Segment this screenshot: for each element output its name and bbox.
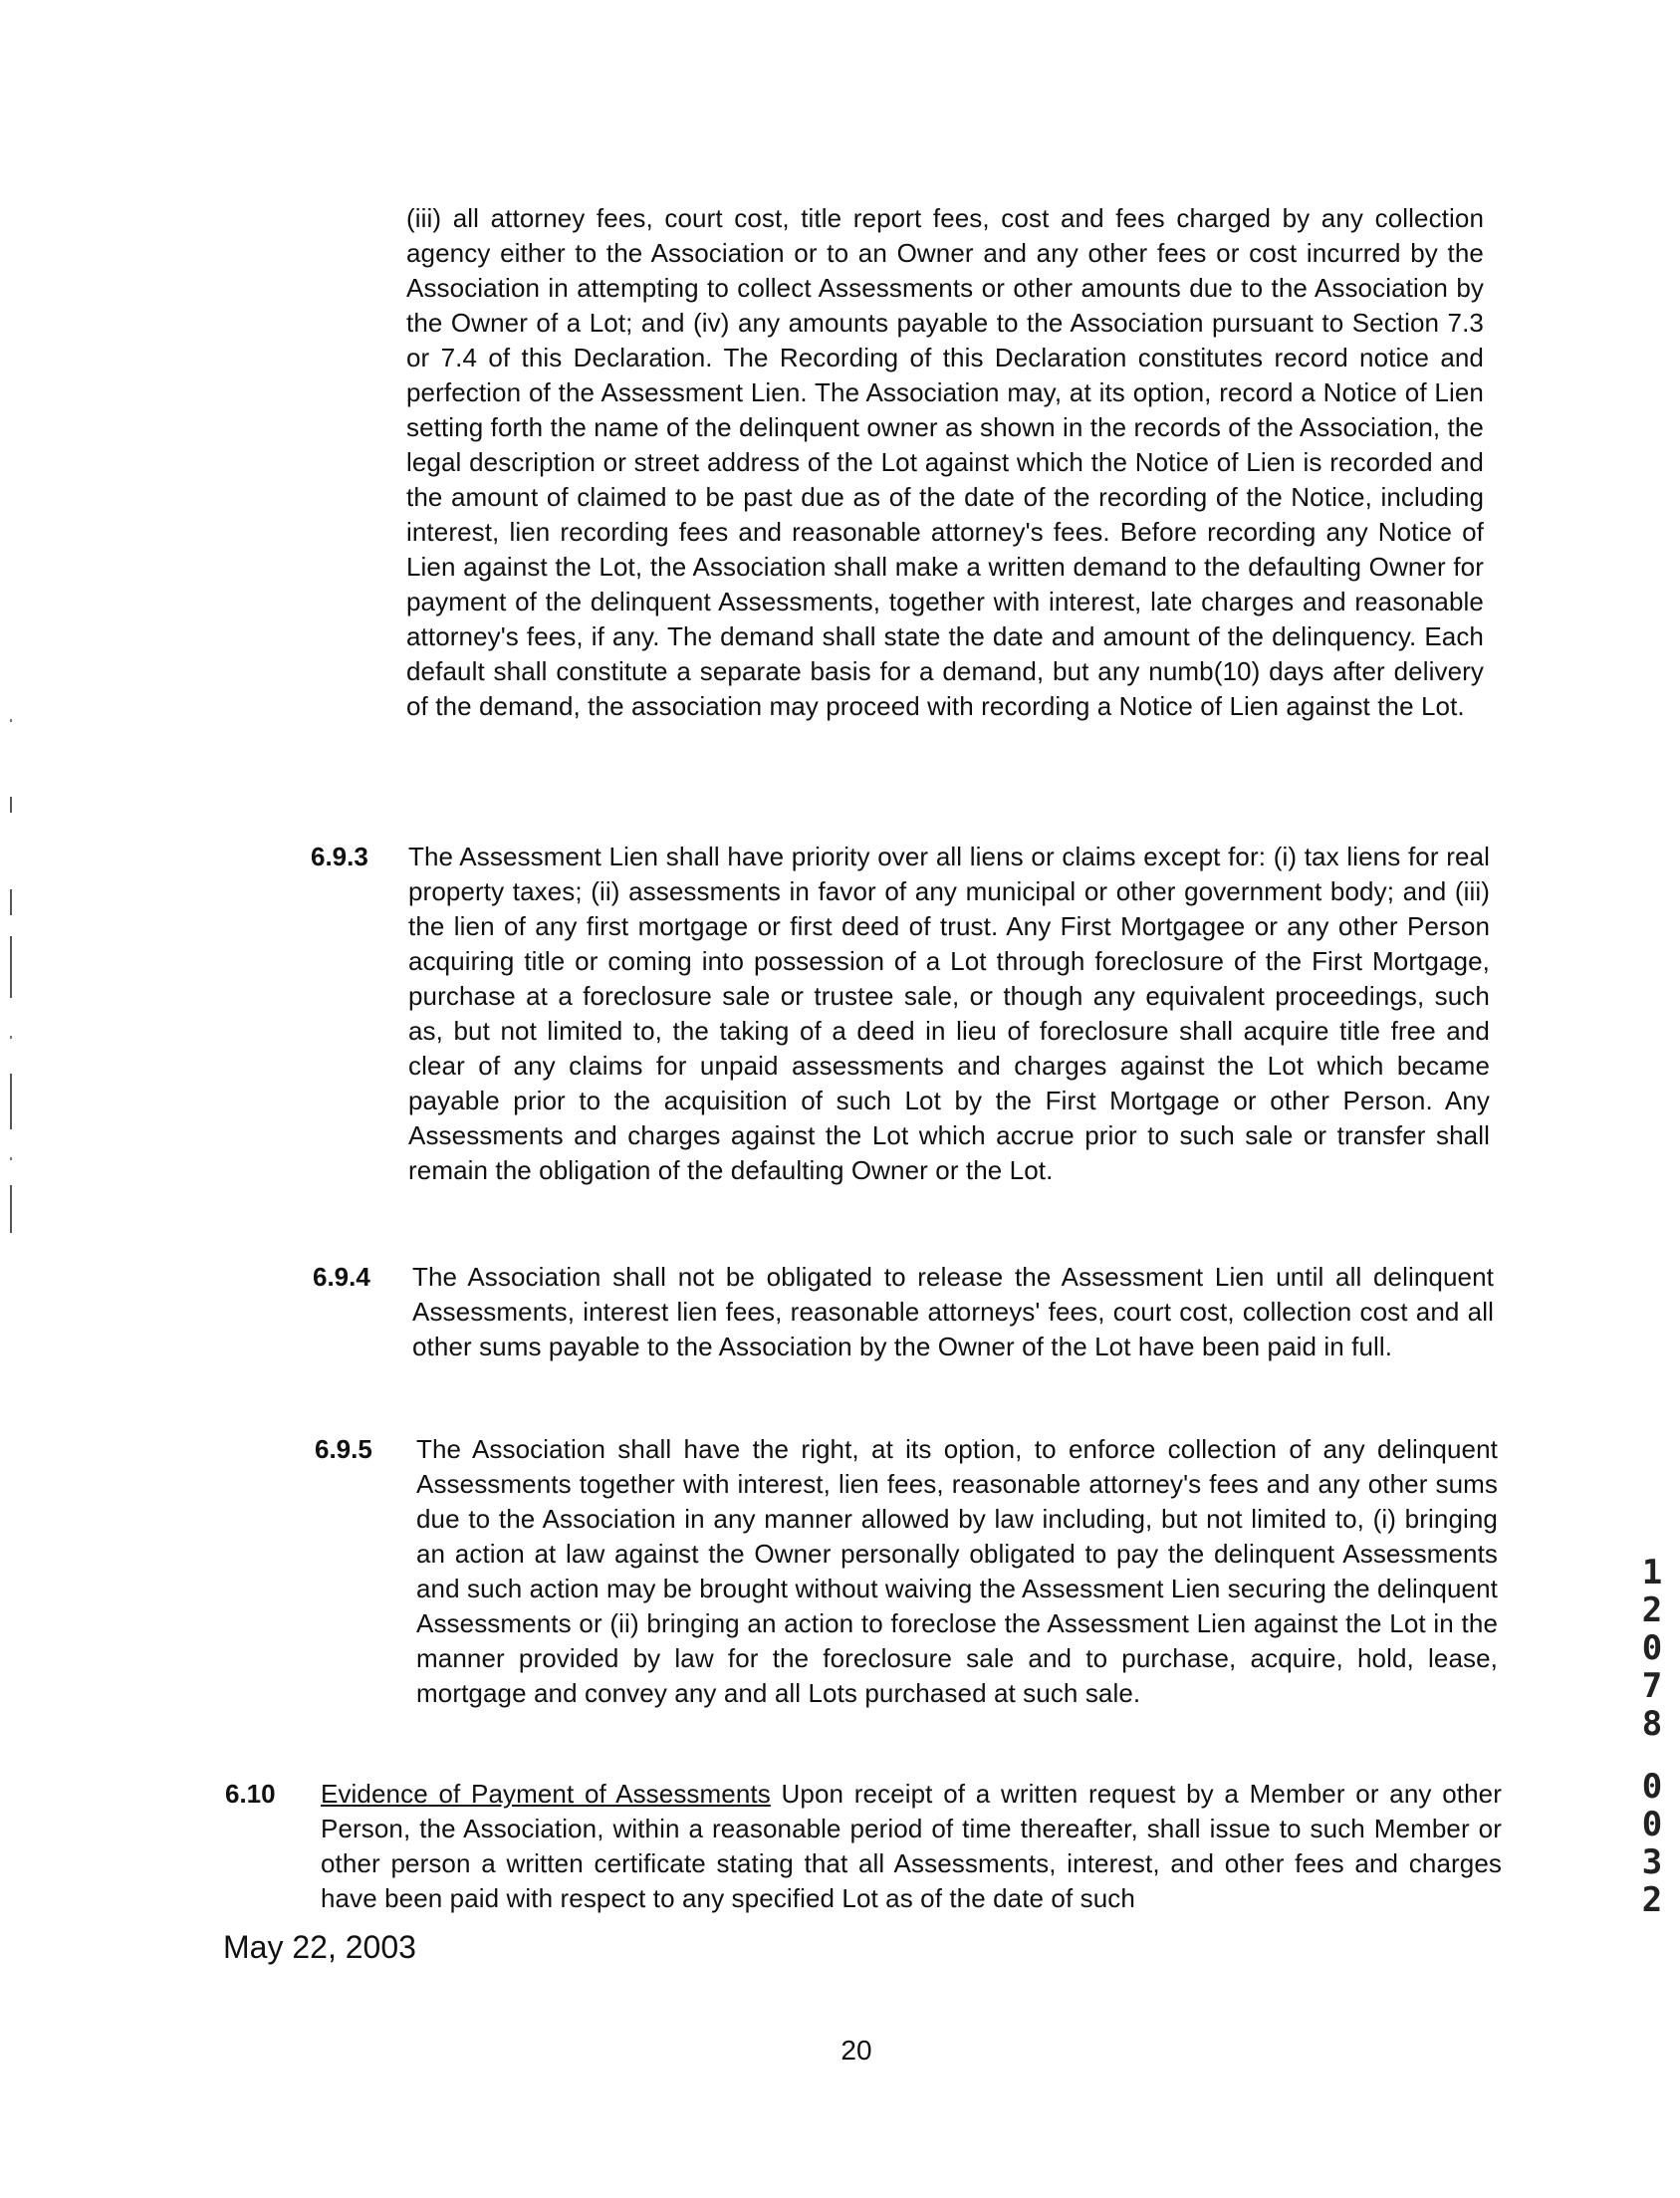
- margin-mark: [10, 719, 12, 722]
- section-text-6-9-5: The Association shall have the right, at its option, to enforce collection of any delinquent Assessments together with interest, lien fees, reasonable attorney's fees and any other sums due to the Association in any manner allowed by law including, but not limited to, (i) bringing an action at law against the Owner personally obligated to pay the delinquent Assessments and such action may be brought without waiving the Assessment Lien securing the delinquent Assessments or (ii) bringing an action to foreclose the Assessment Lien against the Lot in the manner provided by law for the foreclosure sale and to purchase, acquire, hold, lease, mortgage and convey any and all Lots purchased at such sale.: [416, 1434, 1498, 1708]
- section-text-6-9-3: The Assessment Lien shall have priority over all liens or claims except for: (i) tax liens for real property taxes; (ii) assessments in favor of any municipal or other government body; and (iii) the lien of any first mortgage or first deed of trust. Any First Mortgagee or any other Person acquiring title or coming into possession of a Lot through foreclosure of the First Mortgage, purchase at a foreclosure sale or trustee sale, or though any equivalent proceedings, such as, but not limited to, the taking of a deed in lieu of foreclosure shall acquire title free and clear of any claims for unpaid assessments and charges against the Lot which became payable prior to the acquisition of such Lot by the First Mortgage or other Person. Any Assessments and charges against the Lot which accrue prior to such sale or transfer shall remain the obligation of the defaulting Owner or the Lot.: [408, 842, 1490, 1185]
- stamp-digit: 7: [1641, 1666, 1663, 1706]
- margin-mark: [10, 1074, 12, 1129]
- stamp-digit: 0: [1641, 1767, 1663, 1807]
- footer-date: May 22, 2003: [223, 1929, 416, 1965]
- section-heading-evidence-of-payment: Evidence of Payment of Assessments: [321, 1779, 771, 1809]
- stamp-digit: 0: [1641, 1805, 1663, 1844]
- recording-stamp-bottom: [1635, 1768, 1669, 1919]
- stamp-digit: 8: [1641, 1704, 1663, 1744]
- section-number-6-9-5: 6.9.5: [315, 1434, 372, 1464]
- margin-mark: [10, 1157, 12, 1160]
- margin-mark: [10, 1185, 12, 1233]
- stamp-digit: 2: [1641, 1880, 1663, 1920]
- section-number-6-9-4: 6.9.4: [313, 1262, 370, 1292]
- section-text-6-9-4: The Association shall not be obligated to release the Assessment Lien until all delinquent Assessments, interest lien fees, reasonable attorneys' fees, court cost, collection cost and all other sums payable to the Association by the Owner of the Lot have been paid in full.: [412, 1262, 1494, 1361]
- stamp-digit: 0: [1641, 1628, 1663, 1668]
- page-number: 20: [840, 2035, 872, 2066]
- section-text-6-10: Upon receipt of a written request by a Member or any other Person, the Association, within a reasonable period of time thereafter, shall issue to such Member or other person a written certificate stating that all Assessments, interest, and other fees and charges have been paid with respect to any specified Lot as of the date of such: [321, 1779, 1502, 1913]
- margin-mark: [10, 1036, 12, 1039]
- stamp-digit: 3: [1641, 1842, 1663, 1882]
- continuation-paragraph: (iii) all attorney fees, court cost, title report fees, cost and fees charged by any collection agency either to the Association or to an Owner and any other fees or cost incurred by the Association in attempting to collect Assessments or other amounts due to the Association by the Owner of a Lot; and (iv) any amounts payable to the Association pursuant to Section 7.3 or 7.4 of this Declaration. The Recording of this Declaration constitutes record notice and perfection of the Assessment Lien. The Association may, at its option, record a Notice of Lien setting forth the name of the delinquent owner as shown in the records of the Association, the legal description or street address of the Lot against which the Notice of Lien is recorded and the amount of claimed to be past due as of the date of the recording of the Notice, including interest, lien recording fees and reasonable attorney's fees. Before recording any Notice of Lien against the Lot, the Association shall make a written demand to the defaulting Owner for payment of the delinquent Assessments, together with interest, late charges and reasonable attorney's fees, if any. The demand shall state the date and amount of the delinquency. Each default shall constitute a separate basis for a demand, but any numb(10) days after delivery of the demand, the association may proceed with recording a Notice of Lien against the Lot.: [406, 203, 1484, 721]
- margin-mark: [10, 936, 12, 998]
- section-6-10-paragraph: [321, 1777, 1502, 1916]
- section-number-6-9-3: 6.9.3: [311, 842, 368, 871]
- stamp-digit: 1: [1641, 1553, 1663, 1592]
- stamp-digit: 2: [1641, 1590, 1663, 1630]
- margin-mark: [10, 889, 12, 915]
- recording-stamp-top: [1635, 1554, 1669, 1743]
- section-number-6-10: 6.10: [225, 1779, 276, 1809]
- margin-mark: [10, 797, 12, 813]
